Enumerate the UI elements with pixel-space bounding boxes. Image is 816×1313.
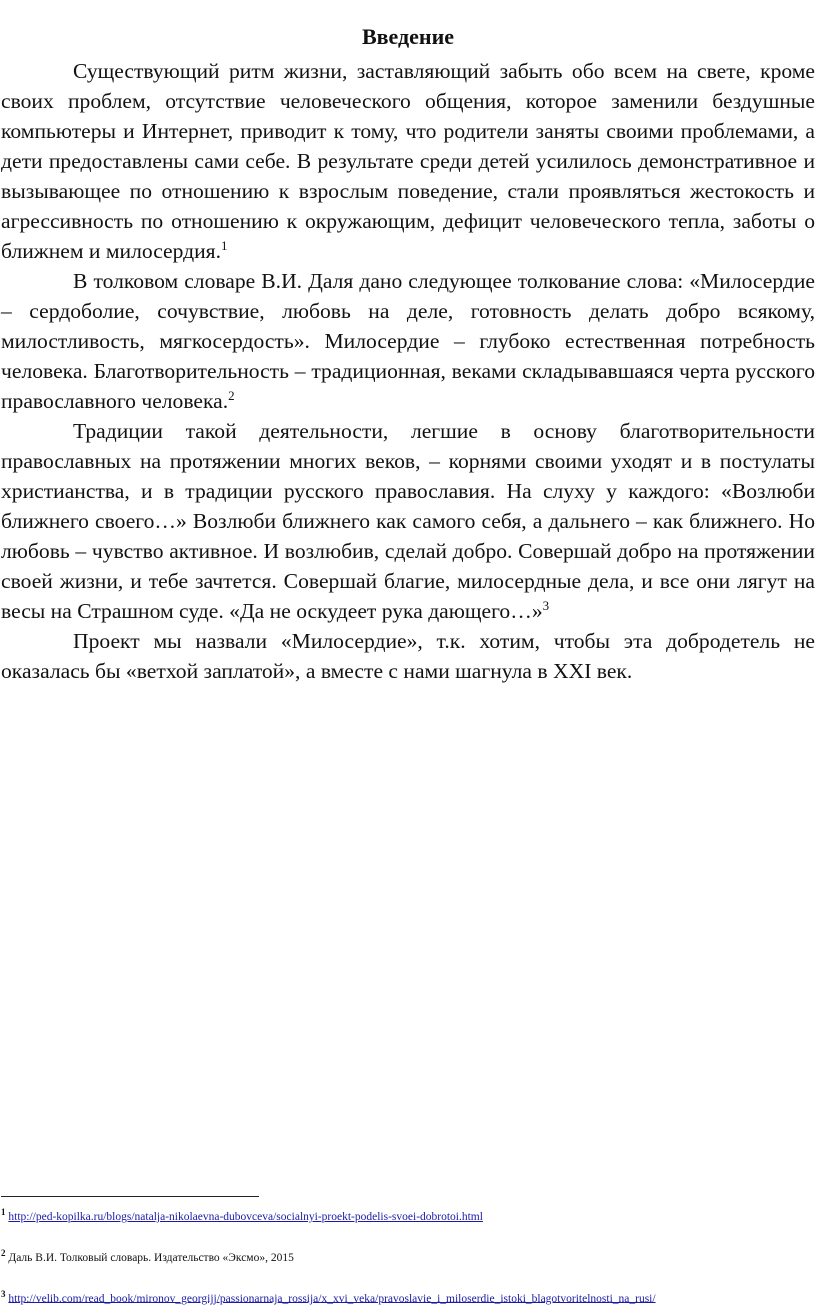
footnote-text: Даль В.И. Толковый словарь. Издательство «Эксмо», 2015 xyxy=(8,1251,294,1264)
footnote-2 xyxy=(1,1246,801,1265)
footnote-ref-1[interactable]: 1 xyxy=(221,237,228,253)
footnote-ref-3[interactable]: 3 xyxy=(542,597,550,613)
footnote-link[interactable]: http://velib.com/read_book/mironov_georgijj/passionarnaja_rossija/x_xvi_veka/pravoslavie_i_miloserdie_istoki_blagotvoritelnosti_na_rusi/ xyxy=(8,1292,656,1305)
footnote-link[interactable]: http://ped-kopilka.ru/blogs/natalja-nikolaevna-dubovceva/socialnyi-proekt-podelis-svoei-dobrotoi.html xyxy=(8,1210,483,1223)
page-title: Введение xyxy=(361,24,455,49)
footnote-separator xyxy=(1,1196,259,1197)
footnote-number: 1 xyxy=(1,1207,6,1217)
footnote-ref-2[interactable]: 2 xyxy=(228,387,235,403)
footnote-3 xyxy=(1,1287,801,1306)
footnote-1 xyxy=(1,1205,801,1224)
paragraph-text: Существующий ритм жизни, заставляющий забыть обо всем на свете, кроме своих проблем, отсутствие человеческого общения, которое заменили бездушные компьютеры и Интернет, приводит к тому, что родители заняты своими проблемами, а дети предоставлены сами себе. В результате среди детей усилилось демонстративное и вызывающее по отношению к взрослым поведение, стали проявляться жестокость и агрессивность по отношению к окружающим, дефицит человеческого тепла, заботы о ближнем и милосердия. xyxy=(1,59,815,263)
paragraph-text: Традиции такой деятельности, легшие в основу благотворительности православных на протяжении многих веков, – корнями своими уходят и в постулаты христианства, и в традиции русского православия. На слуху у каждого: «Возлюби ближнего своего…» Возлюби ближнего как самого себя, а дальнего – как ближнего. Но любовь – чувство активное. И возлюбив, сделай добро. Совершай добро на протяжении своей жизни, и тебе зачтется. Совершай благие, милосердные дела, и все они лягут на весы на Страшном суде. «Да не оскудеет рука дающего…» xyxy=(1,419,815,623)
paragraph-2 xyxy=(1,266,815,416)
paragraph-text: Проект мы назвали «Милосердие», т.к. хотим, чтобы эта добродетель не оказалась бы «ветхой заплатой», а вместе с нами шагнула в XXI век. xyxy=(1,629,815,683)
paragraph-4 xyxy=(1,626,815,686)
footnote-number: 2 xyxy=(1,1247,6,1258)
paragraph-1 xyxy=(1,56,815,266)
footnote-number: 3 xyxy=(1,1288,6,1299)
paragraph-text: В толковом словаре В.И. Даля дано следующее толкование слова: «Милосердие – сердоболие, сочувствие, любовь на деле, готовность делать добро всякому, милостливость, мягкосердость». Милосердие – глубоко естественная потребность человека. Благотворительность – традиционная, веками складывавшаяся черта русского православного человека. xyxy=(1,269,815,413)
paragraph-3 xyxy=(1,416,815,626)
footnotes-section xyxy=(1,1196,801,1305)
